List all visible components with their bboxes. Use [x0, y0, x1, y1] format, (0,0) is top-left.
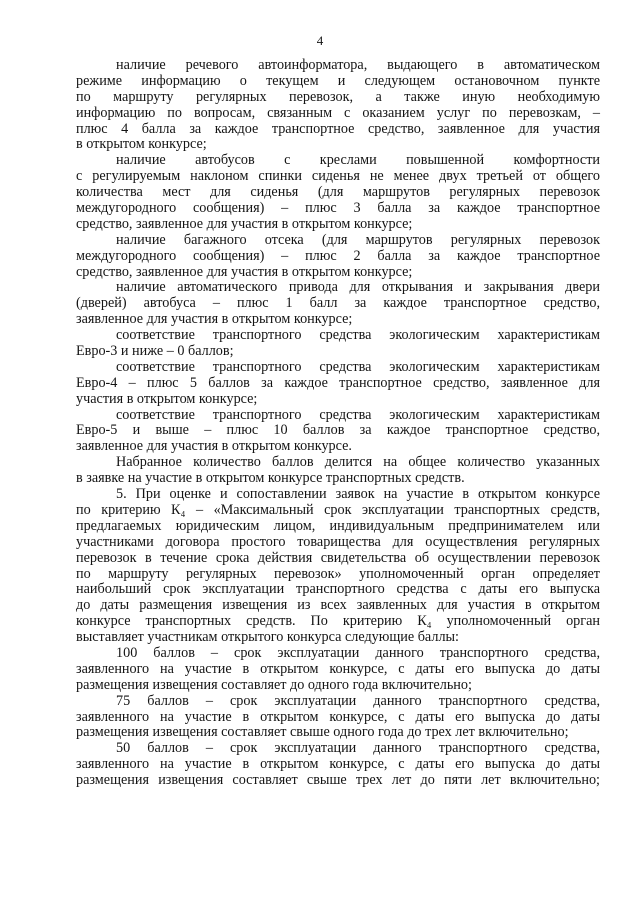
text-line: информацию по вопросам, связанным с оказанием услуг по перевозкам, –	[76, 104, 600, 121]
text-line: плюс 4 балла за каждое транспортное средство, заявленное для участия	[76, 120, 600, 137]
text-line: по маршруту регулярных перевозок» уполномоченный орган определяет	[76, 565, 600, 582]
page-number: 4	[316, 33, 324, 48]
text-line: размещения извещения составляет до одного года включительно;	[76, 676, 472, 693]
text-line: (дверей) автобуса – плюс 1 балл за каждое транспортное средство,	[76, 295, 600, 312]
text-line: выставляет участникам открытого конкурса следующие баллы:	[76, 629, 459, 646]
text-line: режиме информацию о текущем и следующем остановочном пункте	[76, 72, 600, 89]
text-line: междугородного сообщения) – плюс 2 балла за каждое транспортное	[76, 247, 600, 264]
text-line: 75 баллов – срок эксплуатации данного транспортного средства,	[116, 692, 600, 709]
text-line: предлагаемых юридическим лицом, индивидуальным предпринимателем или	[76, 517, 600, 534]
text-line: междугородного сообщения) – плюс 3 балла за каждое транспортное	[76, 200, 600, 217]
text-line: по маршруту регулярных перевозок, а также иную необходимую	[76, 88, 600, 105]
text-line: наличие багажного отсека (для маршрутов регулярных перевозок	[116, 231, 600, 248]
text-line: наибольший срок эксплуатации транспортного средства с даты его выпуска	[76, 581, 600, 598]
text-line: 50 баллов – срок эксплуатации данного транспортного средства,	[116, 740, 600, 757]
text-line: средство, заявленное для участия в открытом конкурсе;	[76, 215, 413, 232]
text-line: количества мест для сиденья (для маршрутов регулярных перевозок	[76, 184, 600, 201]
text-line: с регулируемым наклоном спинки сиденья не менее двух третьей от общего	[76, 168, 600, 185]
text-line: Набранное количество баллов делится на общее количество указанных	[116, 454, 600, 471]
text-line: 5. При оценке и сопоставлении заявок на участие в открытом конкурсе	[116, 486, 600, 503]
document-body	[76, 58, 600, 789]
text-line: размещения извещения составляет свыше трех лет до пяти лет включительно;	[76, 772, 600, 789]
text-line: соответствие транспортного средства экологическим характеристикам	[116, 358, 600, 375]
text-line: размещения извещения составляет свыше одного года до трех лет включительно;	[76, 724, 569, 741]
text-line: заявленное для участия в открытом конкурсе.	[76, 438, 352, 455]
text-line: 100 баллов – срок эксплуатации данного транспортного средства,	[116, 644, 600, 661]
text-line: в открытом конкурсе;	[76, 136, 207, 153]
text-line: заявленного на участие в открытом конкурсе, с даты его выпуска до даты	[76, 660, 600, 677]
text-line: заявленное для участия в открытом конкурсе;	[76, 311, 353, 328]
text-line: конкурсе транспортных средств. По критерию К₄ уполномоченный орган	[76, 613, 600, 630]
text-line: заявленного на участие в открытом конкурсе, с даты его выпуска до даты	[76, 756, 600, 773]
text-line: по критерию К₄ – «Максимальный срок эксплуатации транспортных средств,	[76, 501, 600, 518]
text-line: Евро-4 – плюс 5 баллов за каждое транспортное средство, заявленное для	[76, 374, 600, 391]
text-line: соответствие транспортного средства экологическим характеристикам	[116, 406, 600, 423]
text-line: участниками договора простого товарищества для осуществления регулярных	[76, 533, 600, 550]
text-line: соответствие транспортного средства экологическим характеристикам	[116, 327, 600, 344]
text-line: перевозок в течение срока действия свидетельства об осуществлении перевозок	[76, 549, 600, 566]
text-line: средство, заявленное для участия в открытом конкурсе;	[76, 263, 413, 280]
text-line: заявленного на участие в открытом конкурсе, с даты его выпуска до даты	[76, 708, 600, 725]
text-line: наличие автобусов с креслами повышенной комфортности	[116, 152, 600, 169]
text-line: в заявке на участие в открытом конкурсе транспортных средств.	[76, 470, 465, 487]
text-line: до даты размещения извещения из всех заявленных для участия в открытом	[76, 597, 600, 614]
text-line: наличие речевого автоинформатора, выдающего в автоматическом	[116, 57, 600, 73]
text-line: Евро-3 и ниже – 0 баллов;	[76, 343, 234, 360]
text-line: Евро-5 и выше – плюс 10 баллов за каждое транспортное средство,	[76, 422, 600, 439]
text-line: наличие автоматического привода для открывания и закрывания двери	[116, 279, 600, 296]
text-line: участия в открытом конкурсе;	[76, 390, 258, 407]
